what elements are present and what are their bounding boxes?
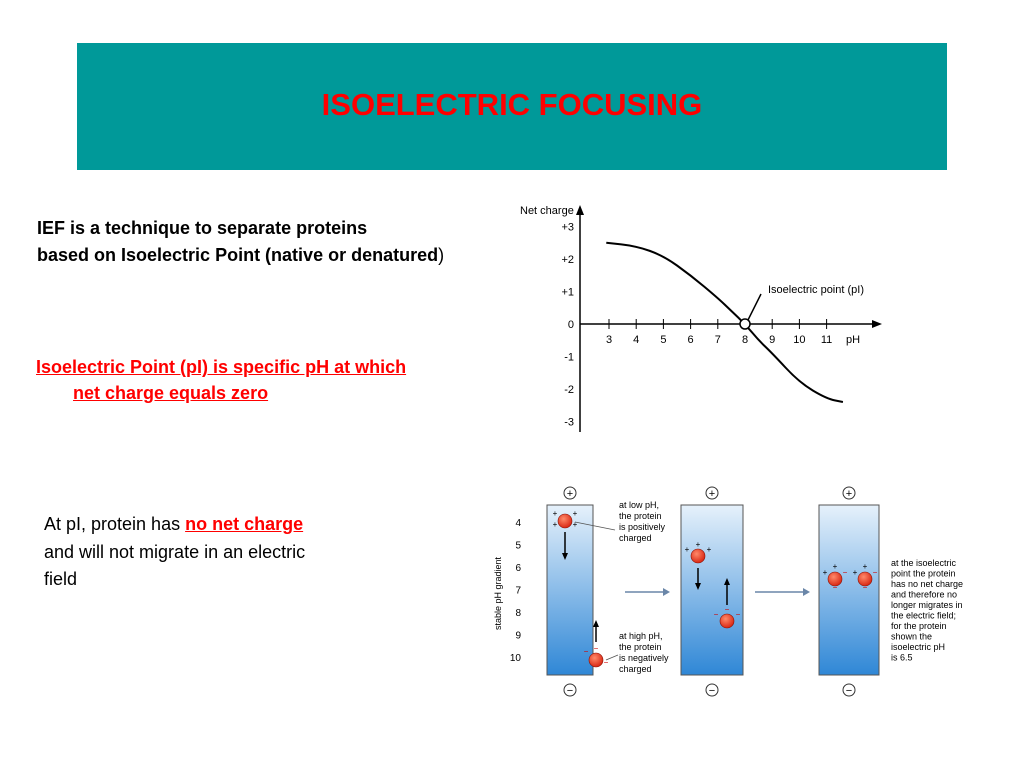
ph-scale-number: 7 <box>515 585 521 597</box>
charge-plus: + <box>852 568 858 577</box>
charge-minus: − <box>832 583 838 592</box>
migration-arrow-head <box>593 620 599 627</box>
note-isoelectric: point the protein <box>891 568 956 579</box>
y-tick-label: +3 <box>561 221 574 234</box>
ph-scale-number: 5 <box>515 540 521 552</box>
pi-definition-line-1: Isoelectric Point (pI) is specific pH at which <box>36 357 407 377</box>
cathode-sign: − <box>845 685 853 697</box>
charge-plus: + <box>572 520 578 529</box>
protein-positive <box>558 514 572 528</box>
charge-minus: − <box>583 647 589 656</box>
ief-definition-line-2 <box>37 245 444 266</box>
x-tick-label: 8 <box>741 334 749 346</box>
anode-sign: + <box>566 488 574 500</box>
x-tick-label: 6 <box>687 334 694 346</box>
note-isoelectric: for the protein <box>891 621 947 631</box>
note-low-ph: is positively <box>619 522 666 532</box>
charge-minus: − <box>593 644 599 653</box>
x-tick-label: 7 <box>714 334 721 346</box>
protein-negative <box>720 614 734 628</box>
note-isoelectric: shown the <box>891 631 933 642</box>
ph-scale-number: 6 <box>515 563 521 574</box>
note-isoelectric: and therefore no <box>891 589 958 600</box>
ief-gel-diagram <box>485 480 985 705</box>
x-tick-label: 5 <box>660 334 667 346</box>
net-charge-chart <box>500 195 900 440</box>
ph-scale-number: 4 <box>515 518 521 529</box>
note-high-ph: at high pH, <box>619 631 663 641</box>
pi-migration-line-3: field <box>44 569 78 589</box>
note-low-ph: charged <box>619 533 652 543</box>
cathode-sign: − <box>566 685 574 697</box>
ief-definition-line-2-paren: ) <box>438 245 445 265</box>
y-tick-label: +2 <box>561 254 574 266</box>
gel-marks <box>493 487 963 697</box>
y-tick-label: -2 <box>564 384 574 396</box>
charge-plus: + <box>552 520 558 529</box>
note-isoelectric: at the isoelectric <box>891 558 957 568</box>
x-tick-label: 9 <box>769 334 776 346</box>
charge-plus: + <box>552 509 558 518</box>
charge-minus: − <box>735 610 741 619</box>
protein-negative <box>589 653 603 667</box>
protein-positive <box>691 549 705 563</box>
charge-plus: + <box>706 545 712 554</box>
pi-migration-prefix: At pI, protein has <box>44 514 186 534</box>
ph-scale-number: 8 <box>515 608 521 619</box>
y-tick-label: 0 <box>567 319 574 331</box>
charge-minus: − <box>872 568 878 577</box>
x-axis-arrow <box>872 320 882 328</box>
note-isoelectric: the electric field; <box>891 610 957 621</box>
anode-sign: + <box>708 488 716 500</box>
pi-migration-line-2: and will not migrate in an electric <box>44 542 306 562</box>
note-high-ph: charged <box>619 664 652 674</box>
anode-sign: + <box>845 488 853 500</box>
charge-minus: − <box>724 605 730 614</box>
note-high-ph: is negatively <box>619 653 669 663</box>
gel-column <box>819 505 879 675</box>
charge-minus: − <box>862 583 868 592</box>
net-charge-curve <box>606 243 843 402</box>
isoelectric-point-marker <box>740 319 750 329</box>
note-low-ph: at low pH, <box>619 500 660 510</box>
ph-scale-number: 10 <box>509 653 521 664</box>
no-net-charge-emphasis: no net charge <box>185 514 304 534</box>
charge-plus: + <box>822 568 828 577</box>
title-band <box>77 43 947 170</box>
annotation-leader-line <box>748 294 761 320</box>
x-tick-label: 4 <box>633 334 640 346</box>
charge-minus: − <box>713 610 719 619</box>
pi-migration-line-1 <box>44 514 303 535</box>
cathode-sign: − <box>708 685 716 697</box>
note-isoelectric: longer migrates in <box>891 600 963 610</box>
note-isoelectric: isoelectric pH <box>891 642 946 652</box>
note-isoelectric: has no net charge <box>891 579 964 589</box>
x-axis-unit: pH <box>846 334 861 346</box>
y-tick-label: -1 <box>564 351 574 364</box>
step-arrow-head <box>663 588 670 596</box>
ph-scale-number: 9 <box>515 630 521 642</box>
slide-title: ISOELECTRIC FOCUSING <box>321 87 703 122</box>
x-tick-label: 11 <box>820 334 833 346</box>
charge-plus: + <box>862 562 868 571</box>
note-low-ph: the protein <box>619 511 662 521</box>
charge-plus: + <box>695 540 701 549</box>
y-axis-arrow <box>576 205 584 215</box>
x-tick-label: 3 <box>605 334 613 346</box>
gel-column <box>681 505 743 675</box>
ief-definition-line-2-text: based on Isoelectric Point (native or denatured <box>37 245 439 265</box>
y-axis-label: Net charge <box>520 205 574 217</box>
chart-marks <box>520 205 882 432</box>
pi-definition-line-2: net charge equals zero <box>73 383 269 403</box>
y-tick-label: -3 <box>564 416 574 429</box>
ph-gradient-label: stable pH gradient <box>493 556 503 630</box>
x-tick-label: 10 <box>793 334 806 346</box>
note-high-ph: the protein <box>619 642 662 652</box>
charge-minus: − <box>603 658 609 667</box>
charge-plus: + <box>684 545 690 554</box>
charge-plus: + <box>572 509 578 518</box>
y-tick-label: +1 <box>561 286 574 299</box>
charge-plus: + <box>832 562 838 571</box>
step-arrow-head <box>803 588 810 596</box>
note-isoelectric: is 6.5 <box>891 652 913 663</box>
charge-minus: − <box>842 568 848 577</box>
isoelectric-point-annotation: Isoelectric point (pI) <box>768 284 864 296</box>
ief-definition-line-1: IEF is a technique to separate proteins <box>37 218 368 238</box>
